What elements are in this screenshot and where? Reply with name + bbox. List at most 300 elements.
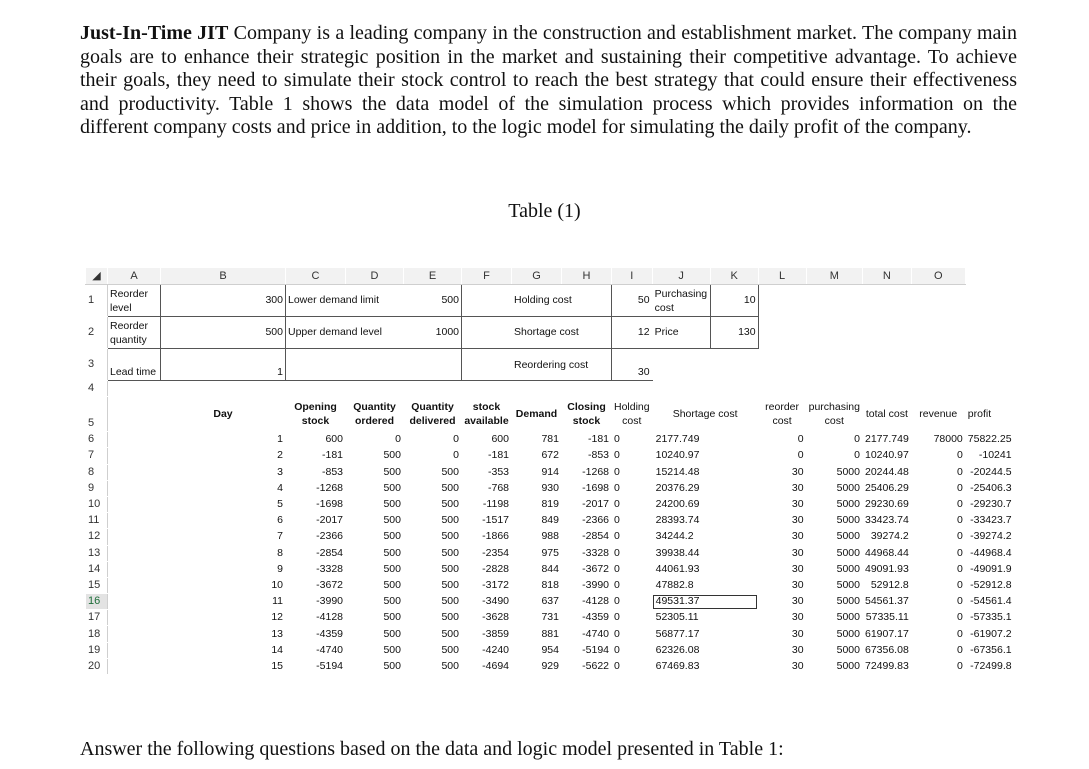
cell-stock-available[interactable]: -3859 xyxy=(462,626,512,642)
cell-holding-cost[interactable]: 0 xyxy=(612,545,653,561)
cell-quantity-ordered[interactable]: 500 xyxy=(346,577,404,593)
cell-closing-stock[interactable]: -853 xyxy=(562,448,612,464)
cell-shortage-cost[interactable]: 10240.97 xyxy=(652,448,758,464)
cell-empty[interactable] xyxy=(108,577,161,593)
cell-revenue[interactable]: 78000 xyxy=(911,432,965,448)
column-header-f[interactable]: F xyxy=(462,268,512,285)
cell-shortage-cost[interactable]: 20376.29 xyxy=(652,480,758,496)
cell-opening-stock[interactable]: -2854 xyxy=(286,545,346,561)
cell-empty[interactable] xyxy=(108,513,161,529)
row-number[interactable]: 16 xyxy=(86,594,108,610)
cell-quantity-ordered[interactable]: 500 xyxy=(346,513,404,529)
row-number[interactable]: 19 xyxy=(86,642,108,658)
cell-purchasing-cost[interactable]: 5000 xyxy=(806,464,862,480)
cell-empty[interactable] xyxy=(108,480,161,496)
row-number[interactable]: 7 xyxy=(86,448,108,464)
cell-opening-stock[interactable]: -853 xyxy=(286,464,346,480)
cell-demand[interactable]: 914 xyxy=(512,464,562,480)
cell-revenue[interactable]: 0 xyxy=(911,658,965,674)
cell-demand[interactable]: 930 xyxy=(512,480,562,496)
header-reorder-cost[interactable]: reorder cost xyxy=(758,397,806,432)
cell-demand[interactable]: 819 xyxy=(512,496,562,512)
cell-empty[interactable] xyxy=(108,561,161,577)
cell-empty[interactable] xyxy=(108,594,161,610)
column-header-g[interactable]: G xyxy=(512,268,562,285)
cell-purchasing-cost[interactable]: 5000 xyxy=(806,545,862,561)
cell-reorder-cost[interactable]: 30 xyxy=(758,545,806,561)
cell-closing-stock[interactable]: -4128 xyxy=(562,594,612,610)
cell-shortage-cost[interactable]: 67469.83 xyxy=(652,658,758,674)
cell-closing-stock[interactable]: -181 xyxy=(562,432,612,448)
cell-lead-time-label[interactable]: Lead time xyxy=(108,349,161,381)
header-holding-cost[interactable]: Holding cost xyxy=(612,397,653,432)
cell-holding-cost[interactable]: 0 xyxy=(612,513,653,529)
cell-demand[interactable]: 672 xyxy=(512,448,562,464)
cell-shortage-cost[interactable]: 39938.44 xyxy=(652,545,758,561)
cell-stock-available[interactable]: -181 xyxy=(462,448,512,464)
cell-holding-cost[interactable]: 0 xyxy=(612,626,653,642)
cell-quantity-delivered[interactable]: 500 xyxy=(404,545,462,561)
cell-quantity-delivered[interactable]: 500 xyxy=(404,642,462,658)
row-number[interactable]: 2 xyxy=(86,317,108,349)
cell-total-cost[interactable]: 49091.93 xyxy=(862,561,911,577)
cell-day[interactable]: 7 xyxy=(161,529,286,545)
cell-quantity-delivered[interactable]: 500 xyxy=(404,658,462,674)
cell-quantity-ordered[interactable]: 500 xyxy=(346,545,404,561)
row-number[interactable]: 15 xyxy=(86,577,108,593)
cell-purchasing-cost[interactable]: 5000 xyxy=(806,496,862,512)
cell-holding-cost[interactable]: 0 xyxy=(612,529,653,545)
cell-profit[interactable]: -44968.4 xyxy=(965,545,1014,561)
column-header-b[interactable]: B xyxy=(161,268,286,285)
cell-revenue[interactable]: 0 xyxy=(911,642,965,658)
cell-total-cost[interactable]: 2177.749 xyxy=(862,432,911,448)
cell-empty[interactable] xyxy=(462,349,512,381)
cell-day[interactable]: 13 xyxy=(161,626,286,642)
cell-profit[interactable]: -49091.9 xyxy=(965,561,1014,577)
row-number[interactable]: 10 xyxy=(86,496,108,512)
cell-quantity-ordered[interactable]: 0 xyxy=(346,432,404,448)
cell-total-cost[interactable]: 20244.48 xyxy=(862,464,911,480)
cell-empty[interactable] xyxy=(404,349,462,381)
cell-empty[interactable] xyxy=(462,317,512,349)
cell-purchasing-cost[interactable]: 5000 xyxy=(806,658,862,674)
cell-shortage-cost[interactable]: 44061.93 xyxy=(652,561,758,577)
column-header-d[interactable]: D xyxy=(346,268,404,285)
cell-day[interactable]: 14 xyxy=(161,642,286,658)
cell-reorder-cost[interactable]: 30 xyxy=(758,594,806,610)
cell-lower-demand-label[interactable]: Lower demand limit xyxy=(286,285,404,317)
column-header-c[interactable]: C xyxy=(286,268,346,285)
cell-quantity-delivered[interactable]: 500 xyxy=(404,577,462,593)
cell-stock-available[interactable]: -1866 xyxy=(462,529,512,545)
cell-upper-demand-value[interactable]: 1000 xyxy=(404,317,462,349)
column-header-j[interactable]: J xyxy=(652,268,710,285)
column-header-a[interactable]: A xyxy=(108,268,161,285)
cell-closing-stock[interactable]: -5622 xyxy=(562,658,612,674)
cell-reorder-cost[interactable]: 30 xyxy=(758,464,806,480)
cell-closing-stock[interactable]: -3328 xyxy=(562,545,612,561)
header-closing-stock[interactable]: Closing stock xyxy=(562,397,612,432)
cell-holding-cost[interactable]: 0 xyxy=(612,577,653,593)
cell-quantity-delivered[interactable]: 500 xyxy=(404,480,462,496)
cell-shortage-cost[interactable]: 2177.749 xyxy=(652,432,758,448)
header-purchasing-cost[interactable]: purchasing cost xyxy=(806,397,862,432)
cell-closing-stock[interactable]: -4359 xyxy=(562,610,612,626)
cell-purchasing-cost-value[interactable]: 10 xyxy=(710,285,758,317)
cell-shortage-cost-label[interactable]: Shortage cost xyxy=(512,317,612,349)
cell-profit[interactable]: -67356.1 xyxy=(965,642,1014,658)
cell-total-cost[interactable]: 39274.2 xyxy=(862,529,911,545)
header-profit[interactable]: profit xyxy=(965,397,1014,432)
cell-holding-cost-label[interactable]: Holding cost xyxy=(512,285,612,317)
cell-reordering-cost-value[interactable]: 30 xyxy=(612,349,653,381)
cell-quantity-ordered[interactable]: 500 xyxy=(346,610,404,626)
cell-profit[interactable]: -29230.7 xyxy=(965,496,1014,512)
cell-shortage-cost[interactable]: 15214.48 xyxy=(652,464,758,480)
cell-day[interactable]: 6 xyxy=(161,513,286,529)
cell-shortage-cost[interactable]: 62326.08 xyxy=(652,642,758,658)
cell-total-cost[interactable]: 44968.44 xyxy=(862,545,911,561)
cell-reorder-cost[interactable]: 30 xyxy=(758,642,806,658)
row-number[interactable]: 11 xyxy=(86,513,108,529)
cell-purchasing-cost[interactable]: 5000 xyxy=(806,529,862,545)
cell-opening-stock[interactable]: -2366 xyxy=(286,529,346,545)
column-header-h[interactable]: H xyxy=(562,268,612,285)
cell-reorder-cost[interactable]: 30 xyxy=(758,626,806,642)
cell-shortage-cost[interactable]: 34244.2 xyxy=(652,529,758,545)
cell-total-cost[interactable]: 52912.8 xyxy=(862,577,911,593)
cell-total-cost[interactable]: 57335.11 xyxy=(862,610,911,626)
cell-empty[interactable] xyxy=(758,317,965,349)
cell-quantity-ordered[interactable]: 500 xyxy=(346,464,404,480)
cell-quantity-ordered[interactable]: 500 xyxy=(346,448,404,464)
cell-demand[interactable]: 637 xyxy=(512,594,562,610)
cell-quantity-delivered[interactable]: 500 xyxy=(404,626,462,642)
cell-purchasing-cost[interactable]: 5000 xyxy=(806,642,862,658)
row-number[interactable]: 14 xyxy=(86,561,108,577)
cell-quantity-delivered[interactable]: 500 xyxy=(404,496,462,512)
row-number[interactable]: 12 xyxy=(86,529,108,545)
header-quantity-delivered[interactable]: Quantity delivered xyxy=(404,397,462,432)
cell-reorder-level-label[interactable]: Reorder level xyxy=(108,285,161,317)
cell-stock-available[interactable]: -3172 xyxy=(462,577,512,593)
cell-opening-stock[interactable]: -4740 xyxy=(286,642,346,658)
cell-stock-available[interactable]: -768 xyxy=(462,480,512,496)
cell-reorder-cost[interactable]: 30 xyxy=(758,480,806,496)
cell-opening-stock[interactable]: -3990 xyxy=(286,594,346,610)
cell-shortage-cost[interactable]: 56877.17 xyxy=(652,626,758,642)
cell-day[interactable]: 15 xyxy=(161,658,286,674)
cell-shortage-cost[interactable]: 47882.8 xyxy=(652,577,758,593)
header-demand[interactable]: Demand xyxy=(512,397,562,432)
cell-opening-stock[interactable]: -181 xyxy=(286,448,346,464)
cell-revenue[interactable]: 0 xyxy=(911,545,965,561)
header-quantity-ordered[interactable]: Quantity ordered xyxy=(346,397,404,432)
cell-demand[interactable]: 988 xyxy=(512,529,562,545)
cell-stock-available[interactable]: -2828 xyxy=(462,561,512,577)
row-number[interactable]: 6 xyxy=(86,432,108,448)
cell-stock-available[interactable]: -1198 xyxy=(462,496,512,512)
cell-lead-time-value[interactable]: 1 xyxy=(161,349,286,381)
cell-quantity-ordered[interactable]: 500 xyxy=(346,626,404,642)
cell-quantity-delivered[interactable]: 500 xyxy=(404,464,462,480)
cell-empty[interactable] xyxy=(652,349,965,381)
cell-opening-stock[interactable]: -4128 xyxy=(286,610,346,626)
cell-upper-demand-label[interactable]: Upper demand level xyxy=(286,317,404,349)
cell-total-cost[interactable]: 33423.74 xyxy=(862,513,911,529)
column-header-l[interactable]: L xyxy=(758,268,806,285)
row-number[interactable]: 8 xyxy=(86,464,108,480)
cell-revenue[interactable]: 0 xyxy=(911,480,965,496)
cell-profit[interactable]: -25406.3 xyxy=(965,480,1014,496)
cell-holding-cost[interactable]: 0 xyxy=(612,480,653,496)
cell-closing-stock[interactable]: -2017 xyxy=(562,496,612,512)
cell-quantity-delivered[interactable]: 500 xyxy=(404,561,462,577)
header-opening-stock[interactable]: Opening stock xyxy=(286,397,346,432)
cell-empty[interactable] xyxy=(758,285,965,317)
column-header-k[interactable]: K xyxy=(710,268,758,285)
row-number[interactable]: 3 xyxy=(86,349,108,381)
cell-profit[interactable]: -10241 xyxy=(965,448,1014,464)
cell-opening-stock[interactable]: -4359 xyxy=(286,626,346,642)
cell-revenue[interactable]: 0 xyxy=(911,529,965,545)
cell-quantity-ordered[interactable]: 500 xyxy=(346,561,404,577)
cell-empty[interactable] xyxy=(286,349,404,381)
cell-profit[interactable]: 75822.25 xyxy=(965,432,1014,448)
cell-shortage-cost-value[interactable]: 12 xyxy=(612,317,653,349)
cell-opening-stock[interactable]: -3672 xyxy=(286,577,346,593)
select-all-corner[interactable]: ◢ xyxy=(86,268,108,285)
cell-shortage-cost[interactable]: 24200.69 xyxy=(652,496,758,512)
cell-opening-stock[interactable]: -1698 xyxy=(286,496,346,512)
cell-demand[interactable]: 881 xyxy=(512,626,562,642)
cell-holding-cost[interactable]: 0 xyxy=(612,658,653,674)
cell-closing-stock[interactable]: -1268 xyxy=(562,464,612,480)
cell-quantity-ordered[interactable]: 500 xyxy=(346,480,404,496)
cell-total-cost[interactable]: 67356.08 xyxy=(862,642,911,658)
cell-reorder-cost[interactable]: 30 xyxy=(758,529,806,545)
cell-reorder-cost[interactable]: 30 xyxy=(758,610,806,626)
cell-day[interactable]: 8 xyxy=(161,545,286,561)
cell-quantity-delivered[interactable]: 500 xyxy=(404,594,462,610)
cell-profit[interactable]: -57335.1 xyxy=(965,610,1014,626)
cell-holding-cost-value[interactable]: 50 xyxy=(612,285,653,317)
cell-purchasing-cost[interactable]: 5000 xyxy=(806,513,862,529)
cell-quantity-ordered[interactable]: 500 xyxy=(346,529,404,545)
header-total-cost[interactable]: total cost xyxy=(862,397,911,432)
cell-empty[interactable] xyxy=(108,545,161,561)
cell-purchasing-cost[interactable]: 0 xyxy=(806,448,862,464)
cell-demand[interactable]: 844 xyxy=(512,561,562,577)
cell-empty[interactable] xyxy=(108,464,161,480)
row-number[interactable]: 18 xyxy=(86,626,108,642)
cell-holding-cost[interactable]: 0 xyxy=(612,448,653,464)
cell-day[interactable]: 12 xyxy=(161,610,286,626)
cell-revenue[interactable]: 0 xyxy=(911,610,965,626)
cell-reorder-cost[interactable]: 30 xyxy=(758,577,806,593)
cell-closing-stock[interactable]: -1698 xyxy=(562,480,612,496)
cell-stock-available[interactable]: -1517 xyxy=(462,513,512,529)
cell-quantity-delivered[interactable]: 500 xyxy=(404,529,462,545)
column-header-m[interactable]: M xyxy=(806,268,862,285)
cell-stock-available[interactable]: 600 xyxy=(462,432,512,448)
cell-profit[interactable]: -20244.5 xyxy=(965,464,1014,480)
cell-stock-available[interactable]: -4240 xyxy=(462,642,512,658)
cell-day[interactable]: 1 xyxy=(161,432,286,448)
cell-empty[interactable] xyxy=(108,496,161,512)
header-shortage-cost[interactable]: Shortage cost xyxy=(652,397,758,432)
cell-day[interactable]: 11 xyxy=(161,594,286,610)
cell-opening-stock[interactable]: -1268 xyxy=(286,480,346,496)
cell-reorder-quantity-label[interactable]: Reorder quantity xyxy=(108,317,161,349)
cell-closing-stock[interactable]: -4740 xyxy=(562,626,612,642)
cell-opening-stock[interactable]: -5194 xyxy=(286,658,346,674)
cell-quantity-delivered[interactable]: 0 xyxy=(404,448,462,464)
cell-revenue[interactable]: 0 xyxy=(911,561,965,577)
cell-day[interactable]: 5 xyxy=(161,496,286,512)
cell-total-cost[interactable]: 54561.37 xyxy=(862,594,911,610)
cell-holding-cost[interactable]: 0 xyxy=(612,594,653,610)
cell-total-cost[interactable]: 72499.83 xyxy=(862,658,911,674)
cell-revenue[interactable]: 0 xyxy=(911,464,965,480)
cell-revenue[interactable]: 0 xyxy=(911,448,965,464)
cell-empty[interactable] xyxy=(108,658,161,674)
row-number[interactable]: 9 xyxy=(86,480,108,496)
cell-empty[interactable] xyxy=(108,397,161,432)
cell-empty[interactable] xyxy=(108,626,161,642)
cell-reordering-cost-label[interactable]: Reordering cost xyxy=(512,349,612,381)
cell-closing-stock[interactable]: -5194 xyxy=(562,642,612,658)
cell-revenue[interactable]: 0 xyxy=(911,496,965,512)
cell-reorder-level-value[interactable]: 300 xyxy=(161,285,286,317)
row-number[interactable]: 5 xyxy=(86,397,108,432)
cell-revenue[interactable]: 0 xyxy=(911,626,965,642)
cell-quantity-delivered[interactable]: 500 xyxy=(404,610,462,626)
cell-demand[interactable]: 731 xyxy=(512,610,562,626)
header-day[interactable]: Day xyxy=(161,397,286,432)
cell-demand[interactable]: 929 xyxy=(512,658,562,674)
cell-quantity-ordered[interactable]: 500 xyxy=(346,642,404,658)
cell-holding-cost[interactable]: 0 xyxy=(612,464,653,480)
column-header-n[interactable]: N xyxy=(862,268,911,285)
cell-profit[interactable]: -72499.8 xyxy=(965,658,1014,674)
cell-quantity-ordered[interactable]: 500 xyxy=(346,594,404,610)
cell-demand[interactable]: 818 xyxy=(512,577,562,593)
cell-shortage-cost[interactable]: 52305.11 xyxy=(652,610,758,626)
cell-reorder-quantity-value[interactable]: 500 xyxy=(161,317,286,349)
cell-holding-cost[interactable]: 0 xyxy=(612,496,653,512)
cell-demand[interactable]: 849 xyxy=(512,513,562,529)
cell-holding-cost[interactable]: 0 xyxy=(612,642,653,658)
cell-reorder-cost[interactable]: 30 xyxy=(758,561,806,577)
cell-empty[interactable] xyxy=(108,610,161,626)
cell-total-cost[interactable]: 10240.97 xyxy=(862,448,911,464)
cell-revenue[interactable]: 0 xyxy=(911,594,965,610)
column-header-i[interactable]: I xyxy=(612,268,653,285)
cell-holding-cost[interactable]: 0 xyxy=(612,561,653,577)
cell-closing-stock[interactable]: -3672 xyxy=(562,561,612,577)
row-number[interactable]: 1 xyxy=(86,285,108,317)
cell-stock-available[interactable]: -4694 xyxy=(462,658,512,674)
cell-quantity-ordered[interactable]: 500 xyxy=(346,496,404,512)
column-header-e[interactable]: E xyxy=(404,268,462,285)
cell-opening-stock[interactable]: -2017 xyxy=(286,513,346,529)
cell-empty[interactable] xyxy=(462,285,512,317)
cell-quantity-delivered[interactable]: 500 xyxy=(404,513,462,529)
cell-total-cost[interactable]: 29230.69 xyxy=(862,496,911,512)
cell-day[interactable]: 2 xyxy=(161,448,286,464)
cell-reorder-cost[interactable]: 30 xyxy=(758,658,806,674)
cell-reorder-cost[interactable]: 0 xyxy=(758,448,806,464)
cell-purchasing-cost[interactable]: 5000 xyxy=(806,594,862,610)
cell-purchasing-cost[interactable]: 5000 xyxy=(806,610,862,626)
cell-empty[interactable] xyxy=(108,432,161,448)
cell-quantity-delivered[interactable]: 0 xyxy=(404,432,462,448)
cell-opening-stock[interactable]: -3328 xyxy=(286,561,346,577)
cell-empty[interactable] xyxy=(108,529,161,545)
cell-demand[interactable]: 781 xyxy=(512,432,562,448)
cell-price-label[interactable]: Price xyxy=(652,317,710,349)
cell-shortage-cost[interactable]: 28393.74 xyxy=(652,513,758,529)
cell-revenue[interactable]: 0 xyxy=(911,513,965,529)
cell-revenue[interactable]: 0 xyxy=(911,577,965,593)
cell-empty[interactable] xyxy=(108,642,161,658)
cell-reorder-cost[interactable]: 0 xyxy=(758,432,806,448)
cell-purchasing-cost[interactable]: 5000 xyxy=(806,577,862,593)
column-header-o[interactable]: O xyxy=(911,268,965,285)
cell-profit[interactable]: -33423.7 xyxy=(965,513,1014,529)
cell-profit[interactable]: -39274.2 xyxy=(965,529,1014,545)
cell-demand[interactable]: 954 xyxy=(512,642,562,658)
cell-stock-available[interactable]: -3490 xyxy=(462,594,512,610)
cell-holding-cost[interactable]: 0 xyxy=(612,610,653,626)
cell-closing-stock[interactable]: -2366 xyxy=(562,513,612,529)
cell-opening-stock[interactable]: 600 xyxy=(286,432,346,448)
cell-purchasing-cost-label[interactable]: Purchasing cost xyxy=(652,285,710,317)
cell-purchasing-cost[interactable]: 0 xyxy=(806,432,862,448)
cell-empty[interactable] xyxy=(108,448,161,464)
cell-quantity-ordered[interactable]: 500 xyxy=(346,658,404,674)
row-number[interactable]: 4 xyxy=(86,381,108,397)
row-number[interactable]: 20 xyxy=(86,658,108,674)
cell-stock-available[interactable]: -353 xyxy=(462,464,512,480)
cell-reorder-cost[interactable]: 30 xyxy=(758,496,806,512)
cell-day[interactable]: 9 xyxy=(161,561,286,577)
cell-profit[interactable]: -52912.8 xyxy=(965,577,1014,593)
cell-shortage-cost[interactable]: 49531.37 xyxy=(652,594,758,610)
row-number[interactable]: 17 xyxy=(86,610,108,626)
cell-purchasing-cost[interactable]: 5000 xyxy=(806,626,862,642)
cell-stock-available[interactable]: -3628 xyxy=(462,610,512,626)
cell-profit[interactable]: -54561.4 xyxy=(965,594,1014,610)
cell-holding-cost[interactable]: 0 xyxy=(612,432,653,448)
cell-empty[interactable] xyxy=(108,381,966,397)
cell-closing-stock[interactable]: -3990 xyxy=(562,577,612,593)
cell-day[interactable]: 4 xyxy=(161,480,286,496)
cell-day[interactable]: 3 xyxy=(161,464,286,480)
header-stock-available[interactable]: stock available xyxy=(462,397,512,432)
cell-lower-demand-value[interactable]: 500 xyxy=(404,285,462,317)
cell-price-value[interactable]: 130 xyxy=(710,317,758,349)
cell-profit[interactable]: -61907.2 xyxy=(965,626,1014,642)
cell-total-cost[interactable]: 25406.29 xyxy=(862,480,911,496)
cell-stock-available[interactable]: -2354 xyxy=(462,545,512,561)
cell-reorder-cost[interactable]: 30 xyxy=(758,513,806,529)
cell-total-cost[interactable]: 61907.17 xyxy=(862,626,911,642)
cell-demand[interactable]: 975 xyxy=(512,545,562,561)
row-number[interactable]: 13 xyxy=(86,545,108,561)
